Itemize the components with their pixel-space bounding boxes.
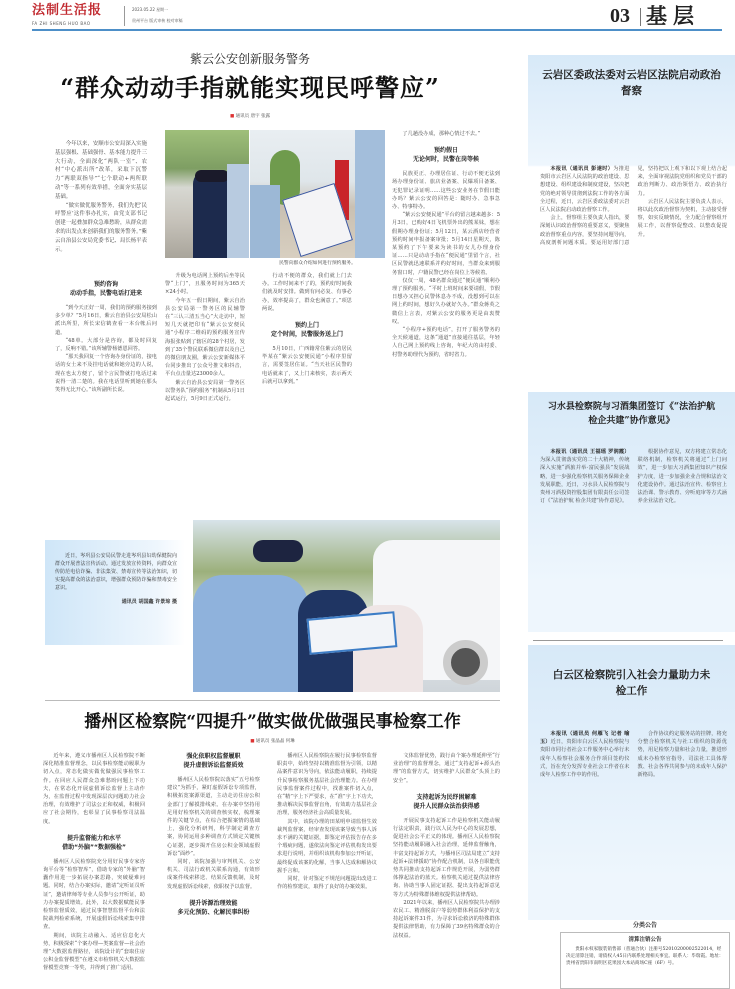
photo-caption: 民警向群众介绍如何进行预约服务。 — [279, 261, 356, 266]
subhead-1: 强化依职权监督履职 — [186, 753, 241, 760]
divider — [640, 8, 641, 26]
paragraph: 行动不便的群众，我们就上门去办。工作时间来不了的，预约好时间我们就及时安排。做到有问必复、有事必办，效率提高了，群众也满意了。”项思两说。 — [262, 273, 352, 312]
sidebar-article-body — [528, 165, 735, 380]
issue-date: 2023.05.22 星期一 — [132, 7, 169, 12]
subhead-2: 无论何时，民警在岗等候 — [412, 156, 479, 164]
section-heading — [262, 321, 352, 339]
section-paragraphs — [277, 752, 377, 891]
notice-section-label: 分类公告 — [632, 922, 657, 929]
paragraph: 民族更正、办理居住证、行动不便无法到场办理身份证、旅店业备案、民爆项目备案、无犯罪记录证明……这些公安业务在节假日能办吗？紫云公安的回答是：随时办、急事急办、特事特办。 — [392, 171, 500, 211]
photo-police-leaflet — [193, 520, 500, 692]
paragraph: 今年五一假日期间，紫云自治县公安局第一警务区的民辅警在“三认三清五当心”大走访中，短短几天就把印有“紫云公安便民通”小程序二维码的预约服务宣传海报张贴到了辖区的28个村居，发到了35个警民联系微信群以及自己的微信朋友圈，紫云公安新媒体平台同步推出了公众号推文和抖音，平台点击量达23000余人。 — [165, 297, 245, 378]
paragraph: 期间，该院主动融入、适应信息化大势，积极探索“个案办理—类案监督—社会治理”大数据监督路径，该院设计的“套取住房公积金监督模型”在遵义市检察机关大数据监督模型竞赛一等奖，并得到了推广适用。 — [43, 932, 145, 972]
masthead-logo: 法制生活报 — [32, 3, 103, 18]
paragraph: 播州区人民检察院在履行民事检察监督职责中，始终坚持以精准监督为引领，以精品案件意识为导向，依法能动履职，持续提升民事检察服务基层社会治理能力。在办理民事监督案件过程中，找准案件切入点，在“精”字上下严要求，在“准”字上下功夫，推动解决民事监督盲角，有效助力基层社会治理，服务经济社会高质量发展。 — [277, 753, 377, 817]
article-column — [392, 130, 500, 517]
article-title: 播州区检察院“四提升”做实做优做强民事检察工作 — [84, 712, 461, 732]
section-paragraphs — [167, 776, 260, 891]
subhead-1: 预约假日 — [433, 147, 458, 155]
notice-box — [560, 932, 730, 989]
paragraph: 今年以来，安顺市公安局深入实施基层强根、基础强骨、基本能力提升三大行动，全面深化“两队一室”、农村“中心派出所”改革，采取下沉警力“两联双指导”“七个联动+两所联动”等一系列有效举措，全面夯实基层基础。 — [55, 141, 147, 200]
sidebar-article-1 — [528, 55, 735, 385]
section-paragraphs — [55, 304, 157, 394]
police-cap — [253, 540, 303, 562]
paragraph: “48单。大部分是咨询，都及时回复了，反响不错。”该所辅警杨德恩回答。 — [55, 337, 157, 353]
paragraph: 2021年以来，播州区人民检察院共办理涉农民工、精准脱贫户等弱势群体利益保护的支持起诉案件31件，为寻求诉讼救济的特殊群体提供法律帮助，有力保障了39名特殊群众的合法权益。 — [393, 899, 500, 939]
article-column — [393, 752, 500, 989]
dateline: 本报讯（通讯员 王福瑶 罗润霞） — [550, 449, 630, 455]
sidebar-article-title: 习水县检察院与习酒集团签订《“法治护航 检企共建”协作意见》 — [547, 402, 716, 426]
article-column — [277, 752, 377, 989]
dateline: 本报讯（通讯员 彭達时） — [550, 166, 614, 172]
paragraph: 播州区人民检察院以落实“五号检察建议”为抓手，紧盯虚假诉讼专项监督，积极拓宽案源渠道，主动走访住房公积金部门了解摸排线索。在办案中坚持用足用好检察机关的调查核实权，梳理案件的关键节点，在综合把握案情的基础上，强化分析研判，科学制定调查方案，协同运用多种调查方式锁定关键核心证据，逐步揭开住房公积金领域虚假诉讼“面纱”。 — [167, 777, 260, 857]
sidebar-article-title: 云岩区委政法委对云岩区法院启动政治督察 — [542, 69, 721, 97]
paragraph: 开展民事支持起诉工作是检察机关能动履行法定职责，践行以人民为中心的发展思想，促进社会公平正义的体现。播州区人民检察院坚持能动履职融入社会治理，延伸监督触角，丰富支持起诉方式，与播州区司法局建立“支持起诉+法律援助”协作配合机制，以各自职能优势共同推动支持起诉工作规范开展，为弱势群体撑起法治的蓝天。检察机关通过提供法律咨询、协助当事人固定证据、提出支持起诉意见等方式为特殊群体维权提供法律帮助。 — [393, 817, 500, 898]
subhead-1: 支持起诉为民纾困解难 — [416, 793, 477, 801]
paragraph: 仅仅一周，48名群众通过“便民通”顺利办理了预约服务。“平时上班时间来要请假，节假日想办又担心民警休息办不成，没想到可以在网上约时间，想好久办就好久办。”群众蒋英之微信上言表，对紫云公安的服务更是由衷赞叹。 — [392, 277, 500, 325]
article-column — [43, 752, 145, 989]
paragraph: “那天我回复一个咨询办身份证的，接电话的女士来不及挂电话就和她旁边的人说，现在也太方便了，留个言民警就打电话过来说得一清二楚的。我在电话里听到她在那头笑得无比开心。”该所副所长说。 — [55, 354, 157, 394]
section-paragraphs — [393, 817, 500, 940]
officer-right — [355, 130, 385, 258]
dateline: 本报讯（通讯员 何雁飞 记者 喻玉） — [540, 731, 630, 746]
byline — [45, 739, 500, 745]
byline-text: 通讯员 唐宇 张露 — [235, 114, 271, 119]
paragraph: 5月10日，广西籍常住紫云的居民毕某在“紫云公安便民通”小程序里留言，需要签居住证。“当天社区民警的电话就来了，又上门来核实，表示两天后就可以拿到。” — [262, 346, 352, 385]
subhead-1: 提升监督能力和水平 — [66, 834, 121, 842]
sidebar-article-body — [528, 730, 735, 910]
photo-elder-police — [165, 130, 249, 258]
paragraph: 为推进贵阳市云岩区人民法院的政治建设、思想建设、组织建设和制度建设，坚决把党的绝对领导贯彻到法院工作的各方面全过程，近日，云岩区委政法委对云岩区人民法院启动政治督察工作。 — [540, 166, 630, 214]
section-heading — [167, 899, 260, 917]
subhead-2: 借助“外脑”“数据强检” — [62, 843, 126, 851]
subhead-2: 多元化预防、化解民事纠纷 — [177, 908, 250, 916]
section-paragraphs — [165, 272, 245, 403]
divider — [533, 640, 723, 641]
section-heading — [55, 280, 157, 298]
page-number: 03 — [610, 5, 630, 27]
notice-text: 贵阳永权家服装销售部（普通合伙）注册号52010200002522014，经决定清算注销，请债权人45日内联系处理相关事宜。联系人：毕瑞霞。地址：贵州省贵阳市南明区花果园大本站商场C座（6F）号。 — [566, 947, 724, 966]
article-column — [165, 272, 245, 517]
article-kicker: 紫云公安创新服务警务 — [189, 52, 310, 66]
section-paragraphs — [262, 272, 352, 313]
header-rule — [32, 29, 722, 31]
leaflet — [307, 611, 398, 655]
lead-paragraph: 近年来，遵义市播州区人民检察院不断深化精准监督理念，以民事检察能动履职为切入点，常态化做实做优做强民事检察工作。在回应人民群众急难愁盼问题上下功夫，在常态化开展虚假诉讼监督上主动作为，在监督过程中发现深层次问题助力社会治理，有效维护了司法公正和权威，积极回应了社会期待，也彰显了民事检察司法温度。 — [43, 753, 145, 825]
paragraph: 为深入贯彻落实党的二十大精神，传统深入实施“酒旅并举·富民强县”发展战略，进一步强化检察机关服务保障企业发展职能，近日，习水县人民检察院与贵州习酒投资控股集团有限责任公司签订《“法治护航 检企共建”协作意见》。 — [540, 457, 630, 505]
policewoman — [193, 575, 308, 692]
paragraph: 会上，督察组主要负责人指出，要深刻认识政治督察的重要意义，要聚焦政治督察重点内容，要坚持问题导向，高度剖析问题本质。要运用好部门意见，坚持把以上观下和以下观上结合起来，全面审视法院党组织和党员干部的政治判断力、政治领悟力、政治执行力。 — [540, 166, 727, 246]
paragraph: 合作协议约定服务站的挂牌，将充分整合检察机关与社工组织的资源优势，用足检察力量和社会力量，推进形成未办检察官指导、司法社工具体帮教、社会各界共同参与的未成年人保护新格局。 — [637, 731, 727, 779]
paragraph: “紫云公安便民通”平台的留言越来越多：5月3日，已购好4日飞机票外出的熊某妹，想在假期办理身份证；5月12日，某云酒店经营者预约时间申报备案审批；5月14日星期天，陈某预约了下午要来为读书的女儿办理身份证……只是动动手指在“便民通”里留个言，社区民警就迅速联系并约好时间，当群众来到服务窗口时，户籍民警已经在岗位上等候着。 — [392, 212, 500, 276]
paragraph: 同时，针对鉴定不规范问题提出改进工作的检察建议，取得了良好的办案效果。 — [277, 876, 377, 891]
article-column — [55, 272, 157, 517]
editor-credits: 贵州平台 版式审核 校对审稿 — [132, 18, 183, 23]
wheel — [443, 640, 488, 685]
officer — [227, 164, 249, 258]
paragraph: 升级为电话网上预约后坐等民警“上门”，且服务时间为365天×24小时。 — [165, 273, 245, 296]
sidebar-article-3 — [528, 645, 735, 920]
paragraph: 同时，该院加强与审判机关、公安机关、司法行政机关联系沟通，有效形成案件线索移送、结果反馈机制，及时发现虚假诉讼线索，依职权予以监督。 — [167, 859, 260, 890]
paragraph: 云岩区人民法院主要负责人表示，将以此次政治督察为契机，主动接受督察，如实反映情况，全力配合督察组开展工作，以督察促整改、以整改促提升。 — [637, 198, 727, 238]
photo-caption-box — [45, 540, 185, 645]
section-name: 基层 — [646, 4, 700, 28]
bullet-icon: ■ — [229, 114, 235, 119]
subhead-2: 定个时间，民警服务送上门 — [270, 331, 343, 339]
article-column — [262, 272, 352, 517]
subhead-1: 提升诉源治理效能 — [189, 899, 238, 907]
section-paragraphs — [262, 345, 352, 386]
photo-credit: 通讯员 胡国鑫 许景琮 摄 — [121, 599, 177, 605]
subhead-2: 提升人民群众法治获得感 — [413, 802, 480, 810]
section-paragraphs — [392, 170, 500, 359]
paragraph: 近日，贵阳市白云区人民检察院与贵阳市同行者社会工作服务中心举行未成年人检察社会服务合作项目签约仪式，旨在充分发挥专业社会工作者在未成年人检察工作中的作用。 — [540, 739, 630, 779]
paragraph: “小程序+预约电话”，打开了服务警务的全天候通道，这条“通道”直接通往基层，年轻人自己网上预约线上咨询，年纪大的由村委、村警务助理代为预约，省时省力。 — [392, 327, 500, 358]
officer-left — [250, 185, 280, 258]
paragraph: “到今天正好一周，我们的预约服务接到多少单？”5月16日，紫云自治县公安局松山派出所里，所长宋信鹤查看一本台帐后问道。 — [55, 305, 157, 336]
masthead-pinyin: FA ZHI SHENG HUO BAO — [32, 21, 91, 26]
article-title: “群众动动手指就能实现民呼警应” — [60, 73, 440, 102]
section-heading — [392, 146, 500, 164]
article-column — [167, 752, 260, 989]
section-paragraphs — [392, 130, 500, 138]
sidebar-article-2 — [528, 392, 735, 632]
lead-paragraphs — [55, 140, 147, 265]
section-heading — [393, 793, 500, 811]
byline — [0, 114, 500, 120]
bullet-icon: ■ — [250, 739, 255, 744]
subhead-2: 提升虚假诉讼监督质效 — [183, 762, 244, 769]
subhead-1: 预约咨询 — [93, 281, 118, 288]
divider — [124, 6, 125, 26]
figure — [193, 170, 229, 258]
section-paragraphs — [43, 858, 145, 973]
paragraph: “做实做优服务警务，我们先把‘民呼警应’这件事办扎实，由党支部书记创建一起叠加群众急难愁盼，从群众需求的出发点来创新我们的服务警务。”紫云自治县公安局党委书记、局长杨平表示。 — [55, 202, 147, 253]
subhead-2: 动动手指，民警电话打进来 — [69, 290, 142, 297]
sidebar-article-title: 白云区检察院引入社会力量助力未检工作 — [552, 669, 711, 697]
subhead-1: 预约上门 — [294, 322, 319, 330]
paragraph: 根据协作意见，双方将建立常态化联络机制，检察机关将通过“上门问效”，进一步加大习酒集团知识产权保护力度，进一步加强企业合规和法治文化建设协作。通过法治宣传、检察官上法治课、警示教育、旁听庭审等方式涵养企业法治文化。 — [637, 449, 727, 505]
section-paragraphs — [393, 752, 500, 785]
paragraph: 其中，该院办理的田某明申请监督生效裁判监督案，经审查发现该案导致当事人诉求不满的关键证据，即鉴定评估报告存在多个瑕疵问题，遂依法向鉴定评估机构发出要求进行说明，并组织该机构参加公开听证，最终促成该案的化解，当事人达成和解协议握手言和。 — [277, 818, 377, 874]
paragraph: 文体监督优势，践行由个案办理延伸至“行业治理”的监督理念，通过“支持起诉+源头治理”的监督方式，切实维护人民群众“头顶上的安全”。 — [393, 753, 500, 784]
notice-title: 清算注销公告 — [628, 937, 662, 943]
byline-text: 通讯员 张晶晶 何琳 — [255, 739, 295, 744]
hat — [195, 170, 229, 182]
paragraph: 了几趟没办成，那种心情过不去。” — [402, 131, 481, 137]
photo-police-poster — [250, 130, 385, 258]
photo-caption-text: 近日，岑巩县公安局民警走进岑巩县妇幼保健院向群众开展普法宣传活动。通过发放宣传资料，向群众宣传防范电信诈骗、非法集资、禁毒宣传等法治知识，切实提高群众的法治意识，增强群众预防诈骗和禁毒安全意识。 — [55, 553, 177, 591]
divider — [45, 700, 500, 701]
section-heading — [167, 752, 260, 770]
paragraph: 播州区人民检察院充分用好民事专家咨询平台等“检察智库”，借助专家的“外脑”智囊作用进一步拓展办案思路，突破疑难问题。同时，结合办案实际，邀请“定听证员听证”，邀请律师等专业人员参与公开听证，助力办案提质增效。此外，以大数据赋能民事检察监督质效，通过民事智慧监督平台和法院裁判检索系统，开展虚假诉讼线索集中排查。 — [43, 858, 145, 931]
sidebar-article-body — [528, 448, 735, 628]
section-heading — [43, 834, 145, 852]
paragraph: 紫云自治县公安局第一警务区以警务队“预约服务”机制从5月1日起试运行，5月9日正式运行。 — [165, 379, 245, 403]
